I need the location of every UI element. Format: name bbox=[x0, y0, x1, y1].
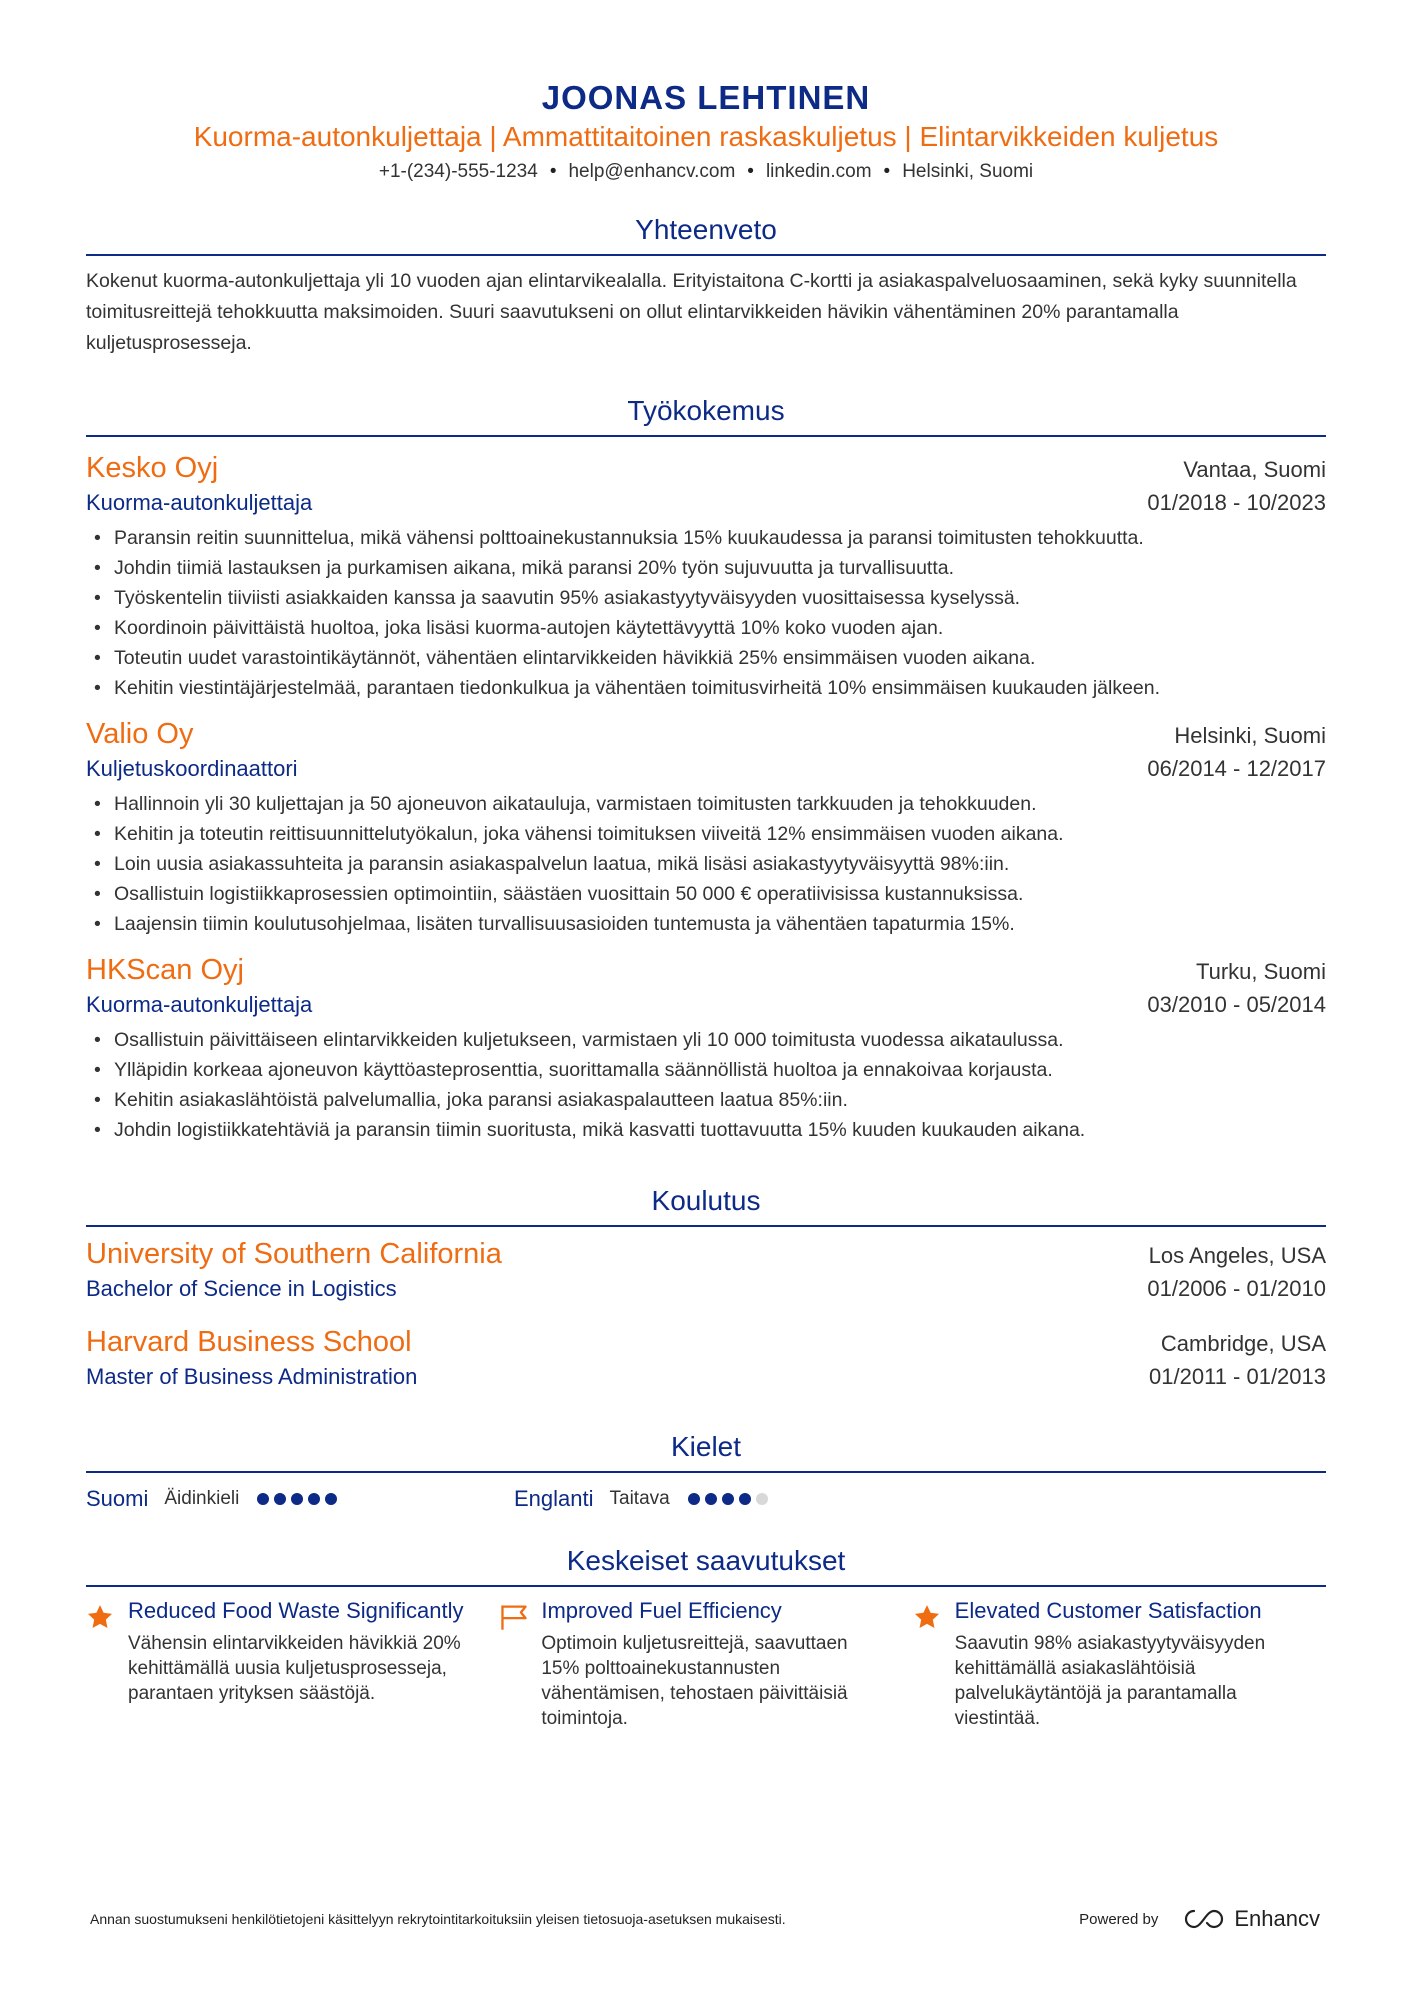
summary-section bbox=[86, 212, 1326, 359]
contact-line bbox=[86, 158, 1326, 186]
bullet-item: • Johdin tiimiä lastauksen ja purkamisen aikana, mikä paransi 20% työn sujuvuutta ja turvallisuutta. bbox=[86, 553, 1326, 583]
bullet-item: • Kehitin asiakaslähtöistä palvelumallia, joka paransi asiakaspalautteen laatua 85%:iin. bbox=[86, 1085, 1326, 1115]
enhancv-logo-icon bbox=[1182, 1907, 1228, 1931]
job-entry bbox=[86, 715, 1326, 939]
education-dates: 01/2006 - 01/2010 bbox=[1147, 1276, 1326, 1301]
enhancv-brand-name: Enhancv bbox=[1234, 1906, 1320, 1931]
gdpr-consent: Annan suostumukseni henkilötietojeni käsittelyyn rekrytointitarkoituksiin yleisen tietosuoja-asetuksen mukaisesti. bbox=[90, 1911, 786, 1927]
job-dates: 01/2018 - 10/2023 bbox=[1147, 490, 1326, 515]
bullet-item: • Kehitin ja toteutin reittisuunnittelutyökalun, joka vähensi toimituksen viiveitä 12% ensimmäisen vuoden aikana. bbox=[86, 819, 1326, 849]
bullet-item: • Paransin reitin suunnittelua, mikä vähensi polttoainekustannuksia 15% kuukaudessa ja paransi toimitusten tehokkuutta. bbox=[86, 523, 1326, 553]
flag-icon bbox=[499, 1597, 541, 1731]
bullet-item: • Osallistuin logistiikkaprosessien optimointiin, säästäen vuosittain 50 000 € operatiivisissa kustannuksissa. bbox=[86, 879, 1326, 909]
bullet-item: • Toteutin uudet varastointikäytännöt, vähentäen elintarvikkeiden hävikkiä 25% ensimmäisen vuoden aikana. bbox=[86, 643, 1326, 673]
bullet-item: • Hallinnoin yli 30 kuljettajan ja 50 ajoneuvon aikatauluja, varmistaen toimitusten tarkkuuden ja tehokkuuden. bbox=[86, 789, 1326, 819]
enhancv-logo[interactable] bbox=[1182, 1906, 1320, 1932]
degree: Bachelor of Science in Logistics bbox=[86, 1276, 397, 1301]
job-bullets bbox=[86, 523, 1326, 703]
achievements-list bbox=[86, 1597, 1326, 1731]
job-location: Helsinki, Suomi bbox=[1174, 723, 1326, 748]
location: Helsinki, Suomi bbox=[902, 161, 1034, 182]
degree: Master of Business Administration bbox=[86, 1364, 418, 1389]
school-location: Los Angeles, USA bbox=[1148, 1243, 1326, 1268]
powered-by[interactable] bbox=[1079, 1906, 1320, 1932]
rating-dot-filled bbox=[291, 1493, 303, 1505]
bullet-item: • Kehitin viestintäjärjestelmää, parantaen tiedonkulkua ja vähentäen toimitusvirheitä 10% ensimmäisen kuukauden jälkeen. bbox=[86, 673, 1326, 703]
job-dates: 06/2014 - 12/2017 bbox=[1147, 756, 1326, 781]
school-name: Harvard Business School bbox=[86, 1326, 412, 1358]
education-entry bbox=[86, 1235, 1326, 1305]
company-name: HKScan Oyj bbox=[86, 954, 244, 986]
bullet-item: • Ylläpidin korkeaa ajoneuvon käyttöasteprosenttia, suorittamalla säännöllistä huoltoa ja ennakoivaa korjausta. bbox=[86, 1055, 1326, 1085]
achievement-item bbox=[499, 1597, 912, 1731]
bullet-item: • Työskentelin tiiviisti asiakkaiden kanssa ja saavutin 95% asiakastyytyväisyyden vuosittaisessa kyselyssä. bbox=[86, 583, 1326, 613]
school-name: University of Southern California bbox=[86, 1238, 502, 1270]
candidate-name: JOONAS LEHTINEN bbox=[541, 79, 871, 116]
rating-dot-filled bbox=[739, 1493, 751, 1505]
email-link[interactable]: help@enhancv.com bbox=[568, 161, 736, 182]
section-title-summary: Yhteenveto bbox=[86, 212, 1326, 256]
section-title-languages: Kielet bbox=[86, 1429, 1326, 1473]
rating-dot-filled bbox=[705, 1493, 717, 1505]
job-role: Kuorma-autonkuljettaja bbox=[86, 992, 313, 1017]
section-title-experience: Työkokemus bbox=[86, 393, 1326, 437]
rating-dot-filled bbox=[325, 1493, 337, 1505]
rating-dot-filled bbox=[308, 1493, 320, 1505]
language-rating bbox=[257, 1493, 337, 1505]
language-level: Äidinkieli bbox=[164, 1488, 240, 1509]
powered-by-label: Powered by bbox=[1079, 1910, 1159, 1928]
education-dates: 01/2011 - 01/2013 bbox=[1149, 1364, 1326, 1389]
bullet-item: • Johdin logistiikkatehtäviä ja paransin tiimin suoritusta, mikä kasvatti tuottavuutta 15% kuuden kuukauden aikana. bbox=[86, 1115, 1326, 1145]
job-bullets bbox=[86, 1025, 1326, 1145]
separator-dot: • bbox=[747, 161, 754, 182]
linkedin-link[interactable]: linkedin.com bbox=[765, 161, 872, 182]
job-entry bbox=[86, 449, 1326, 703]
summary-text: Kokenut kuorma-autonkuljettaja yli 10 vuoden ajan elintarvikealalla. Erityistaitona C-kortti ja asiakaspalveluosaaminen, sekä kyky suunnitella toimitusreittejä tehokkuutta maksimoiden. Suuri saavutukseni on ollut elintarvikkeiden hävikin vähentäminen 20% parantamalla kuljetusprosesseja. bbox=[86, 270, 1297, 354]
job-dates: 03/2010 - 05/2014 bbox=[1147, 992, 1326, 1017]
separator-dot: • bbox=[883, 161, 891, 182]
achievement-description: Vähensin elintarvikkeiden hävikkiä 20% kehittämällä uusia kuljetusprosesseja, parantaen yrityksen säästöjä. bbox=[128, 1633, 461, 1704]
candidate-headline: Kuorma-autonkuljettaja | Ammattitaitoinen raskaskuljetus | Elintarvikkeiden kuljetus bbox=[193, 121, 1219, 152]
job-location: Turku, Suomi bbox=[1195, 959, 1326, 984]
language-level: Taitava bbox=[609, 1488, 670, 1509]
job-location: Vantaa, Suomi bbox=[1183, 457, 1326, 482]
bullet-item: • Osallistuin päivittäiseen elintarvikkeiden kuljetukseen, varmistaen yli 10 000 toimitusta vuodessa aikataulussa. bbox=[86, 1025, 1326, 1055]
achievement-title: Improved Fuel Efficiency bbox=[541, 1598, 782, 1623]
education-entry bbox=[86, 1323, 1326, 1393]
rating-dot-filled bbox=[688, 1493, 700, 1505]
achievement-title: Reduced Food Waste Significantly bbox=[128, 1598, 464, 1623]
achievement-item bbox=[913, 1597, 1326, 1731]
resume-page bbox=[86, 0, 1326, 1995]
section-title-education: Koulutus bbox=[86, 1183, 1326, 1227]
rating-dot-empty bbox=[756, 1493, 768, 1505]
language-item bbox=[514, 1486, 942, 1512]
job-role: Kuorma-autonkuljettaja bbox=[86, 490, 313, 515]
footer bbox=[90, 1906, 1320, 1932]
achievement-description: Optimoin kuljetusreittejä, saavuttaen 15% polttoainekustannusten vähentämisen, tehostaen päivittäisiä toimintoja. bbox=[541, 1633, 848, 1729]
bullet-item: • Laajensin tiimin koulutusohjelmaa, lisäten turvallisuusasioiden tuntemusta ja vähentäen tapaturmia 15%. bbox=[86, 909, 1326, 939]
company-name: Valio Oy bbox=[86, 718, 194, 750]
rating-dot-filled bbox=[257, 1493, 269, 1505]
languages-list bbox=[86, 1483, 1326, 1515]
star-icon bbox=[86, 1597, 128, 1731]
job-role: Kuljetuskoordinaattori bbox=[86, 756, 298, 781]
bullet-item: • Koordinoin päivittäistä huoltoa, joka lisäsi kuorma-autojen käytettävyyttä 10% koko vuoden ajan. bbox=[86, 613, 1326, 643]
experience-section bbox=[86, 393, 1326, 1145]
achievement-description: Saavutin 98% asiakastyytyväisyyden kehittämällä asiakaslähtöisiä palvelukäytäntöjä ja parantamalla viestintää. bbox=[954, 1633, 1266, 1729]
bullet-item: • Loin uusia asiakassuhteita ja paransin asiakaspalvelun laatua, mikä lisäsi asiakastyytyväisyyttä 98%:iin. bbox=[86, 849, 1326, 879]
phone: +1-(234)-555-1234 bbox=[378, 161, 538, 182]
section-title-achievements: Keskeiset saavutukset bbox=[86, 1543, 1326, 1587]
language-rating bbox=[688, 1493, 768, 1505]
star-icon bbox=[913, 1597, 955, 1731]
resume-header bbox=[86, 0, 1326, 186]
job-bullets bbox=[86, 789, 1326, 939]
rating-dot-filled bbox=[722, 1493, 734, 1505]
language-name: Suomi bbox=[86, 1486, 149, 1511]
language-item bbox=[86, 1486, 514, 1512]
school-location: Cambridge, USA bbox=[1160, 1331, 1326, 1356]
separator-dot: • bbox=[549, 161, 557, 182]
achievement-item bbox=[86, 1597, 499, 1731]
languages-section bbox=[86, 1429, 1326, 1515]
education-section bbox=[86, 1183, 1326, 1393]
rating-dot-filled bbox=[274, 1493, 286, 1505]
achievement-title: Elevated Customer Satisfaction bbox=[954, 1598, 1262, 1623]
language-name: Englanti bbox=[514, 1486, 594, 1511]
achievements-section bbox=[86, 1543, 1326, 1731]
job-entry bbox=[86, 951, 1326, 1145]
company-name: Kesko Oyj bbox=[86, 452, 219, 484]
